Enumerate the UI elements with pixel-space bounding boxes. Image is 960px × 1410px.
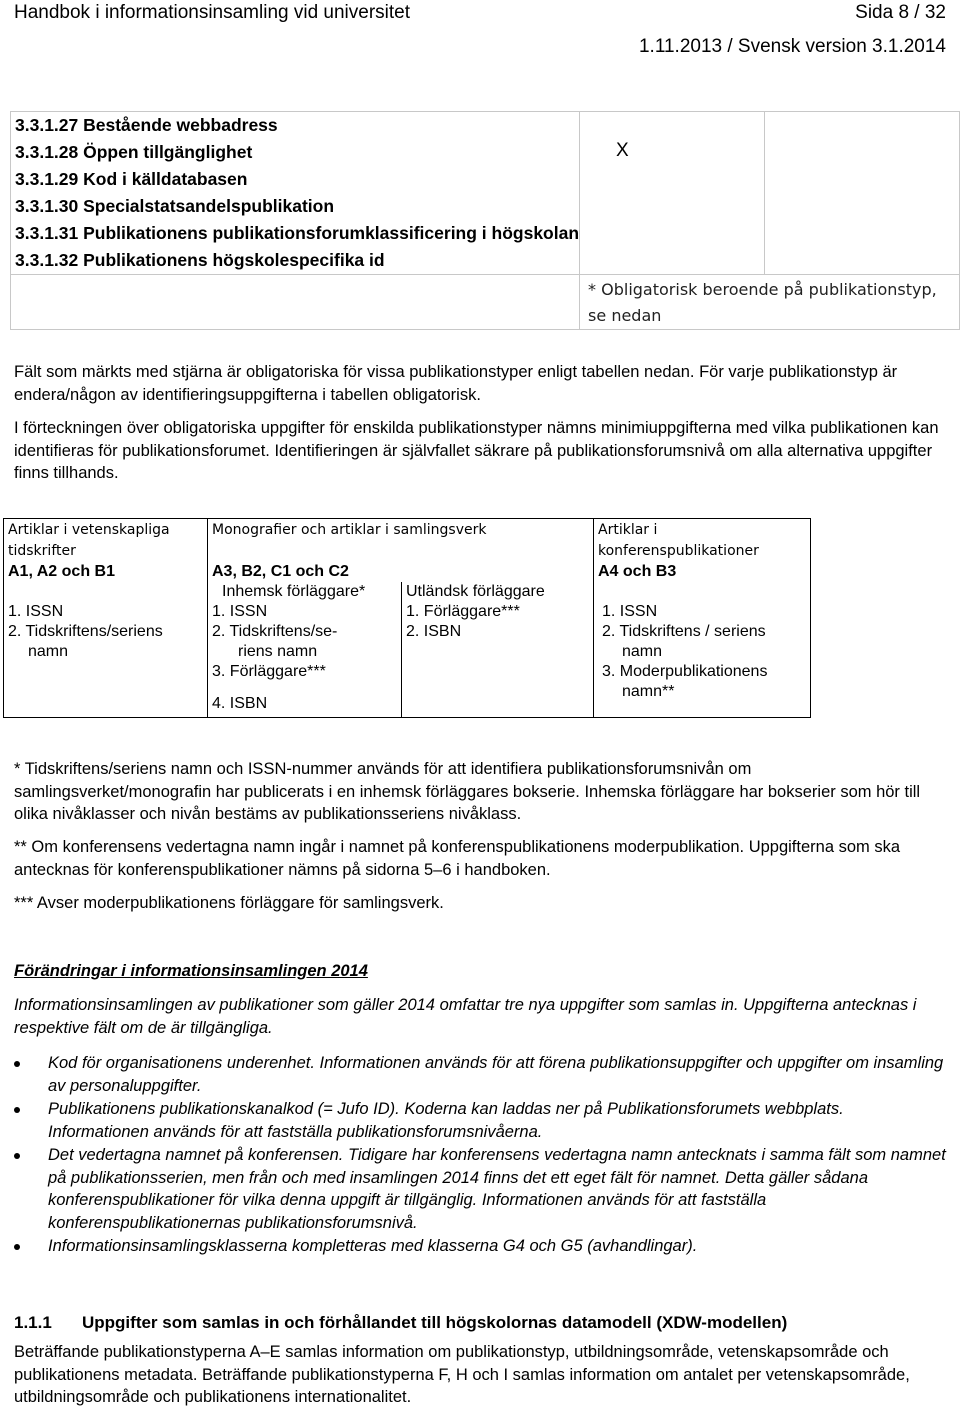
version-label: 1.11.2013 / Svensk version 3.1.2014 — [638, 36, 946, 57]
list-item-text: Publikationens publikationskanalkod (= Jufo ID). Koderna kan laddas ner på Publikationsforumets webbplats. Informationen används för att fastställa publikationsforumsnivåerna. — [48, 1100, 844, 1141]
list-item: 1. ISSN — [212, 603, 268, 620]
list-item: 4. ISBN — [212, 695, 268, 712]
field-row: 3.3.1.27 Bestående webbadress — [15, 115, 278, 135]
list-item — [14, 1235, 949, 1258]
list-item: namn — [28, 643, 69, 660]
field-row: 3.3.1.31 Publikationens publikationsforumklassificering i högskolan — [15, 223, 580, 243]
col-journal-items — [4, 602, 208, 718]
list-item: 1. ISSN — [602, 603, 658, 620]
footnote-double-star: ** Om konferensens vedertagna namn ingår i namnet på konferenspublikationens moderpublikation. Uppgifterna som ska antecknas för konferenspublikationer nämns på sidorna 5–6 i handboken. — [14, 838, 901, 879]
bullet-icon — [14, 1153, 20, 1159]
section-body: Beträffande publikationstyperna A–E samlas information om publikationstyp, utbildningsområde, vetenskapsområde och publikationens metadata. Beträffande publikationstyperna F, H och I samlas information om antalet per vetenskapsområde, utbildningsområde och publikationens internationalitet. — [14, 1343, 910, 1406]
bullet-icon — [14, 1061, 20, 1067]
changes-intro: Informationsinsamlingen av publikationer som gäller 2014 omfattar tre nya uppgifter som samlas in. Uppgifterna antecknas i respektive fält om de är tillgängliga. — [14, 996, 917, 1037]
list-item: namn** — [622, 683, 675, 700]
document-title: Handbok i informationsinsamling vid universitet — [14, 2, 411, 23]
open-access-mark: X — [616, 140, 629, 161]
list-item — [14, 1098, 949, 1143]
list-item-text: Informationsinsamlingsklasserna kompletteras med klasserna G4 och G5 (avhandlingar). — [48, 1237, 698, 1255]
col-journal-head: Artiklar i vetenskapliga tidskrifter — [4, 519, 208, 563]
col-domestic-items — [208, 602, 402, 718]
col-monograph-codes: A3, B2, C1 och C2 — [208, 562, 594, 582]
section-title: Uppgifter som samlas in och förhållandet till högskolornas datamodell (XDW-modellen) — [82, 1313, 788, 1332]
footnote-triple-star: *** Avser moderpublikationens förläggare för samlingsverk. — [14, 894, 444, 912]
list-item: 1. Förläggare*** — [406, 603, 520, 620]
col-conference-head: Artiklar i konferenspublikationer — [594, 519, 811, 563]
footnote-single-star: * Tidskriftens/seriens namn och ISSN-nummer används för att identifiera publikationsforumsnivån om samlingsverket/monografin har publicerats i en inhemsk förläggares bokserie. Inhemska förläggare har bokserier som hör till olika nivåklasser och nivån bestäms av publikationsseriens nivåklass. — [14, 760, 921, 823]
field-table — [10, 111, 960, 330]
col-conference-items — [594, 602, 811, 718]
list-item: 2. Tidskriftens/seriens — [8, 623, 163, 640]
field-row: 3.3.1.28 Öppen tillgänglighet — [15, 142, 253, 162]
note-cell — [580, 275, 960, 330]
col-conference-spacer — [594, 582, 811, 602]
page-number: Sida 8 / 32 — [855, 2, 946, 23]
list-item: riens namn — [238, 643, 318, 660]
field-row: 3.3.1.29 Kod i källdatabasen — [15, 169, 248, 189]
col-foreign-items — [402, 602, 594, 718]
publication-type-table — [3, 518, 811, 718]
changes-list — [14, 1052, 949, 1259]
col-conference-codes: A4 och B3 — [594, 562, 811, 582]
list-item: 3. Förläggare*** — [212, 663, 326, 680]
list-item — [14, 1144, 949, 1234]
col-journal-codes: A1, A2 och B1 — [4, 562, 208, 582]
field-mark-cell — [580, 112, 765, 275]
list-item: 2. Tidskriftens/se- — [212, 623, 338, 640]
sub-domestic-publisher: Inhemsk förläggare* — [208, 582, 402, 602]
list-item: 2. Tidskriftens / seriens — [602, 623, 766, 640]
bullet-icon — [14, 1244, 20, 1250]
paragraph-starred-fields: Fält som märkts med stjärna är obligatoriska för vissa publikationstyper enligt tabellen nedan. För varje publikationstyp är endera/någon av identifieringsuppgifterna i tabellen obligatorisk. — [14, 363, 898, 404]
list-item: 3. Moderpublikationens — [602, 663, 768, 680]
obligatory-note: * Obligatorisk beroende på publikationstyp, se nedan — [588, 280, 937, 325]
list-item-text: Det vedertagna namnet på konferensen. Tidigare har konferensens vedertagna namn antecknats i samma fält som namnet på publikationsserien, men från och med insamlingen 2014 finns det ett eget fält för namnet. Detta gäller sådana konferenspublikationer för vilka denna uppgift är tillgänglig. Informationen används för att fastställa konferenspublikationernas publikationsforumsnivå. — [48, 1146, 946, 1232]
list-item — [14, 1052, 949, 1097]
paragraph-minimum-data: I förteckningen över obligatoriska uppgifter för enskilda publikationstyper nämns minimiuppgifterna med vilka publikationen kan identifieras för publikationsforumet. Identifieringen är självfallet säkrare på publikationsforumsnivå om alla alternativa uppgifter finns tillhands. — [14, 419, 939, 482]
list-item: 2. ISBN — [406, 623, 462, 640]
section-number: 1.1.1 — [14, 1313, 52, 1332]
bullet-icon — [14, 1107, 20, 1113]
note-empty-cell — [11, 275, 580, 330]
field-names-cell — [11, 112, 580, 275]
list-item-text: Kod för organisationens underenhet. Informationen används för att förena publikationsuppgifter och uppgifter om insamling av personaluppgifter. — [48, 1054, 944, 1095]
sub-foreign-publisher: Utländsk förläggare — [402, 582, 594, 602]
changes-heading: Förändringar i informationsinsamlingen 2014 — [14, 962, 368, 980]
list-item: 1. ISSN — [8, 603, 64, 620]
field-row: 3.3.1.30 Specialstatsandelspublikation — [15, 196, 335, 216]
list-item: namn — [622, 643, 663, 660]
field-extra-cell — [764, 112, 959, 275]
col-journal-spacer — [4, 582, 208, 602]
col-monograph-head: Monografier och artiklar i samlingsverk — [208, 519, 594, 563]
field-row: 3.3.1.32 Publikationens högskolespecifika id — [15, 250, 385, 270]
